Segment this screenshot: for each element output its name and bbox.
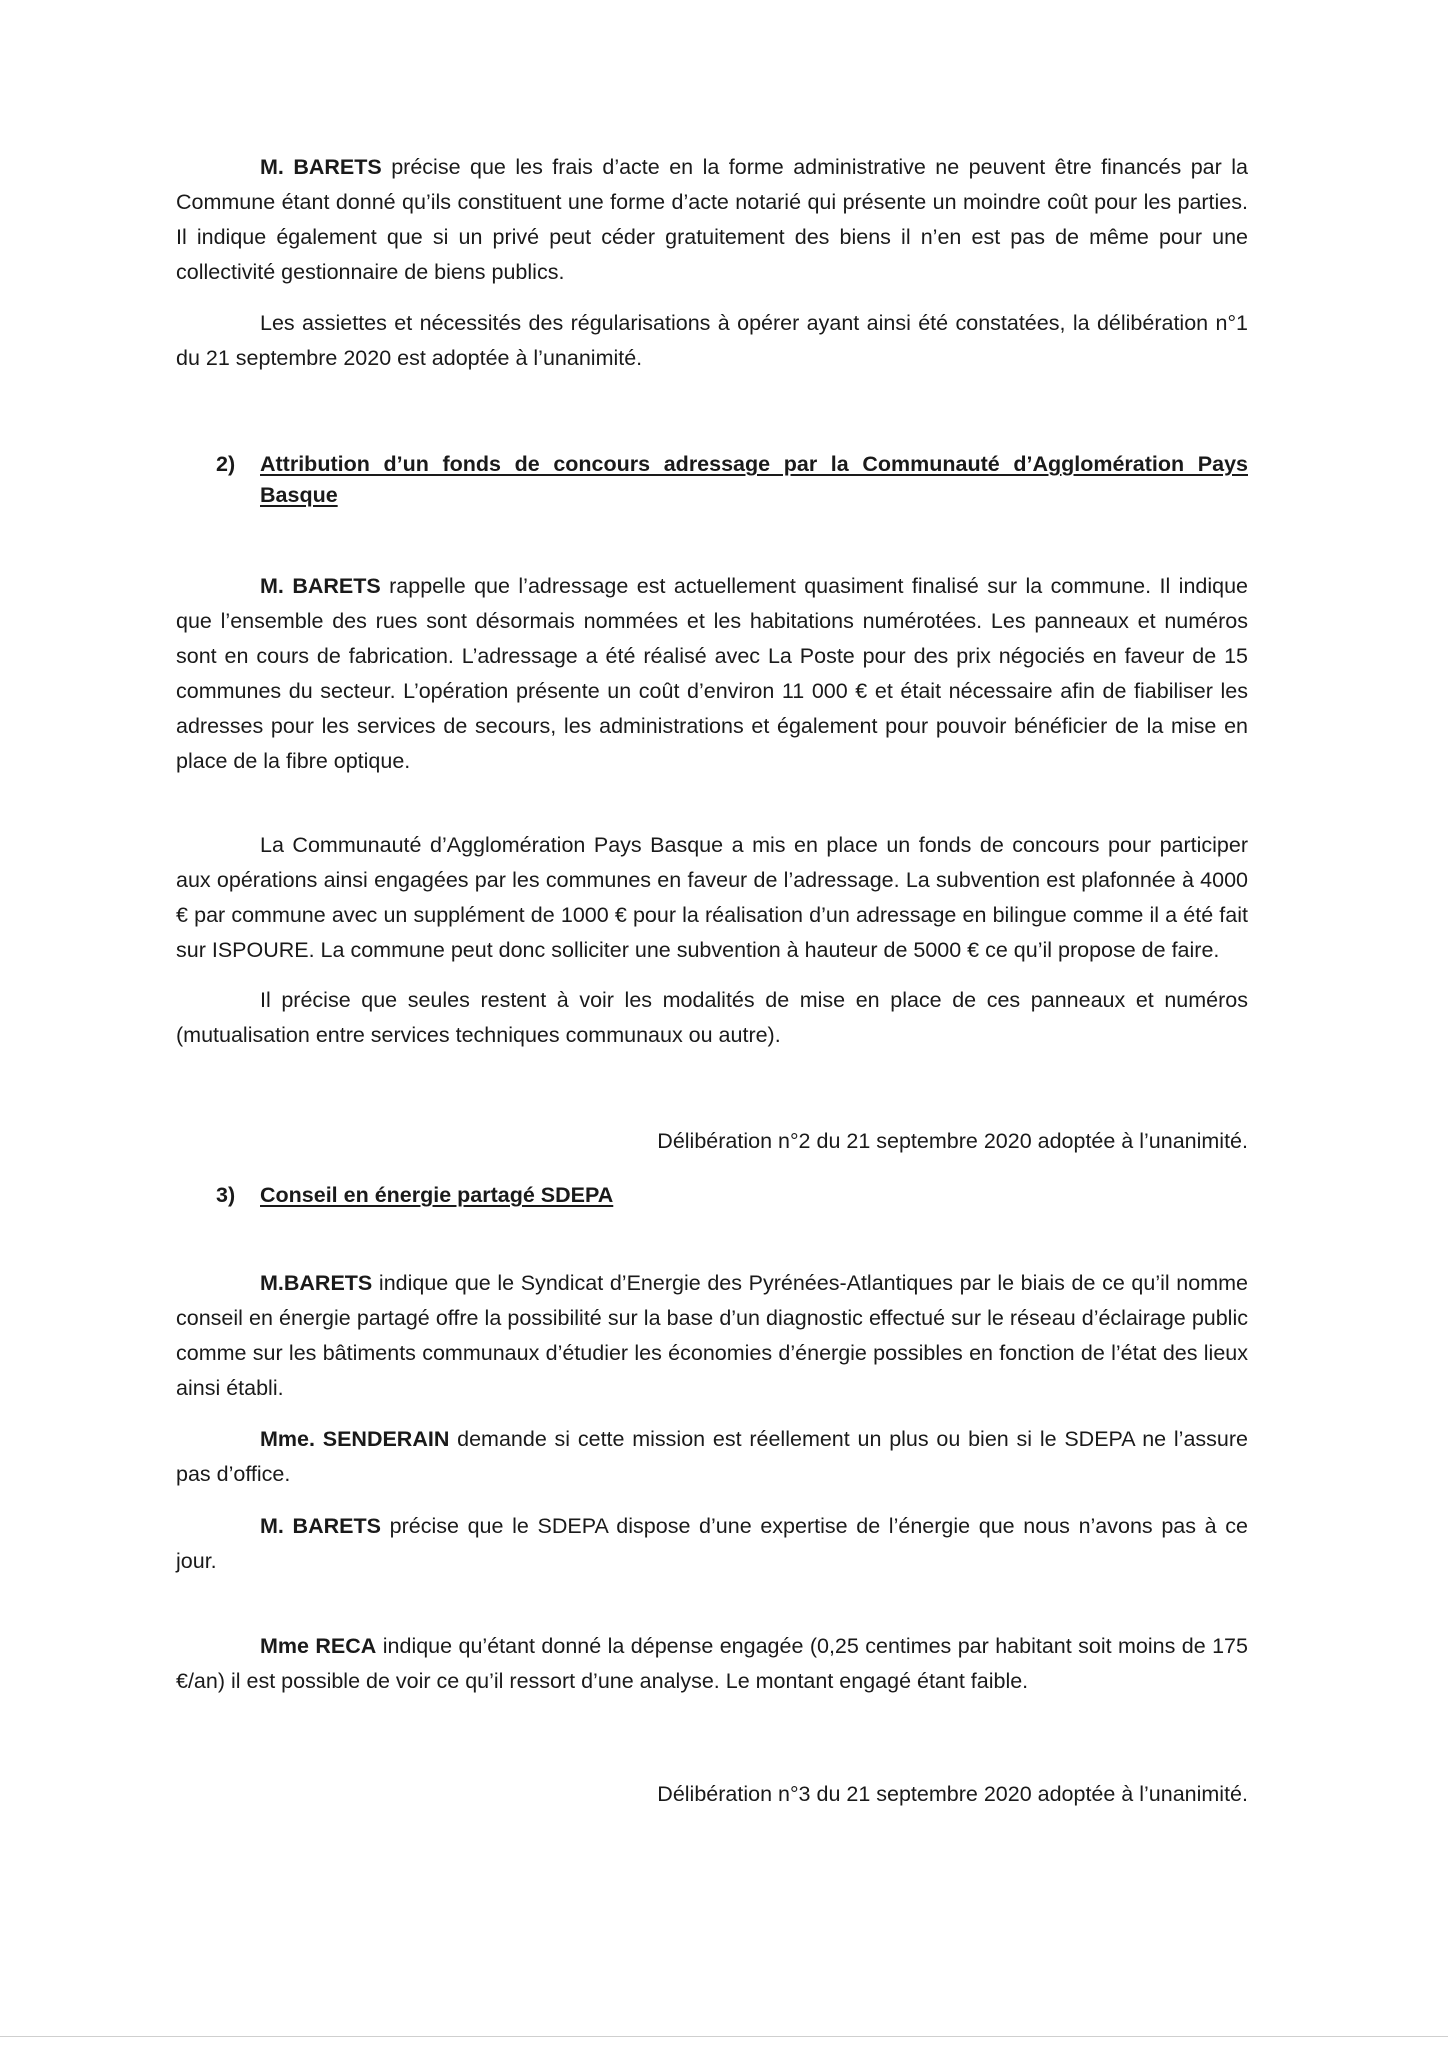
speaker-name: M.BARETS	[260, 1271, 373, 1295]
paragraph-text: indique qu’étant donné la dépense engagée (0,25 centimes par habitant soit moins de 175 €/an) il est possible de voir ce qu’il ressort d’une analyse. Le montant engagé étant faible.	[176, 1634, 1248, 1693]
paragraph-text: rappelle que l’adressage est actuellement quasiment finalisé sur la commune. Il indique que l’ensemble des rues sont désormais nommées et les habitations numérotées. Les panneaux et numéros sont en cours de fabrication. L’adressage a été réalisé avec La Poste pour des prix négociés en faveur de 15 communes du secteur. L’opération présente un coût d’environ 11 000 € et était nécessaire afin de fiabiliser les adresses pour les services de secours, les administrations et également pour pouvoir bénéficier de la mise en place de la fibre optique.	[176, 574, 1249, 773]
paragraph-text: précise que les frais d’acte en la forme administrative ne peuvent être financés par la Commune étant donné qu’ils constituent une forme d’acte notarié qui présente un moindre coût pour les parties. Il indique également que si un privé peut céder gratuitement des biens il n’en est pas de même pour une collectivité gestionnaire de biens publics.	[176, 155, 1248, 284]
paragraph-text: Les assiettes et nécessités des régularisations à opérer ayant ainsi été constatées, la délibération n°1 du 21 septembre 2020 est adoptée à l’unanimité.	[176, 311, 1248, 370]
section-number: 3)	[216, 1183, 236, 1207]
section-number: 2)	[216, 452, 236, 476]
deliberation-3-statement: Délibération n°3 du 21 septembre 2020 adoptée à l’unanimité.	[657, 1782, 1248, 1806]
section-title: Conseil en énergie partagé SDEPA	[260, 1183, 614, 1207]
section-title: Attribution d’un fonds de concours adressage par la Communauté d’Agglomération Pays Basque	[260, 452, 1248, 507]
paragraph-text: indique que le Syndicat d’Energie des Pyrénées-Atlantiques par le biais de ce qu’il nomme conseil en énergie partagé offre la possibilité sur la base d’un diagnostic effectué sur le réseau d’éclairage public comme sur les bâtiments communaux d’étudier les économies d’énergie possibles en fonction de l’état des lieux ainsi établi.	[176, 1271, 1248, 1400]
deliberation-2-statement: Délibération n°2 du 21 septembre 2020 adoptée à l’unanimité.	[657, 1129, 1248, 1153]
paragraph-text: La Communauté d’Agglomération Pays Basque a mis en place un fonds de concours pour participer aux opérations ainsi engagées par les communes en faveur de l’adressage. La subvention est plafonnée à 4000 € par commune avec un supplément de 1000 € pour la réalisation d’un adressage en bilingue comme il a été fait sur ISPOURE. La commune peut donc solliciter une subvention à hauteur de 5000 € ce qu’il propose de faire.	[176, 833, 1248, 962]
paragraph-barets-adressage	[176, 569, 1248, 779]
speaker-name: M. BARETS	[260, 155, 382, 179]
paragraph-barets-frais-acte	[176, 150, 1248, 290]
section-heading-2	[216, 449, 1248, 511]
paragraph-barets-sdepa	[176, 1266, 1248, 1406]
speaker-name: Mme RECA	[260, 1634, 377, 1658]
paragraph-reca	[176, 1629, 1248, 1699]
speaker-name: Mme. SENDERAIN	[260, 1427, 450, 1451]
page-bottom-edge	[0, 2036, 1448, 2037]
paragraph-text: Il précise que seules restent à voir les modalités de mise en place de ces panneaux et numéros (mutualisation entre services techniques communaux ou autre).	[176, 988, 1248, 1047]
section-heading-3	[216, 1180, 1248, 1211]
paragraph-deliberation-1	[176, 306, 1248, 376]
speaker-name: M. BARETS	[260, 574, 381, 598]
paragraph-senderain	[176, 1422, 1248, 1492]
paragraph-text: demande si cette mission est réellement un plus ou bien si le SDEPA ne l’assure pas d’office.	[176, 1427, 1248, 1486]
paragraph-barets-expertise	[176, 1509, 1248, 1579]
paragraph-fonds-concours	[176, 828, 1248, 968]
paragraph-text: précise que le SDEPA dispose d’une expertise de l’énergie que nous n’avons pas à ce jour.	[176, 1514, 1248, 1573]
speaker-name: M. BARETS	[260, 1514, 381, 1538]
paragraph-modalites	[176, 983, 1248, 1053]
